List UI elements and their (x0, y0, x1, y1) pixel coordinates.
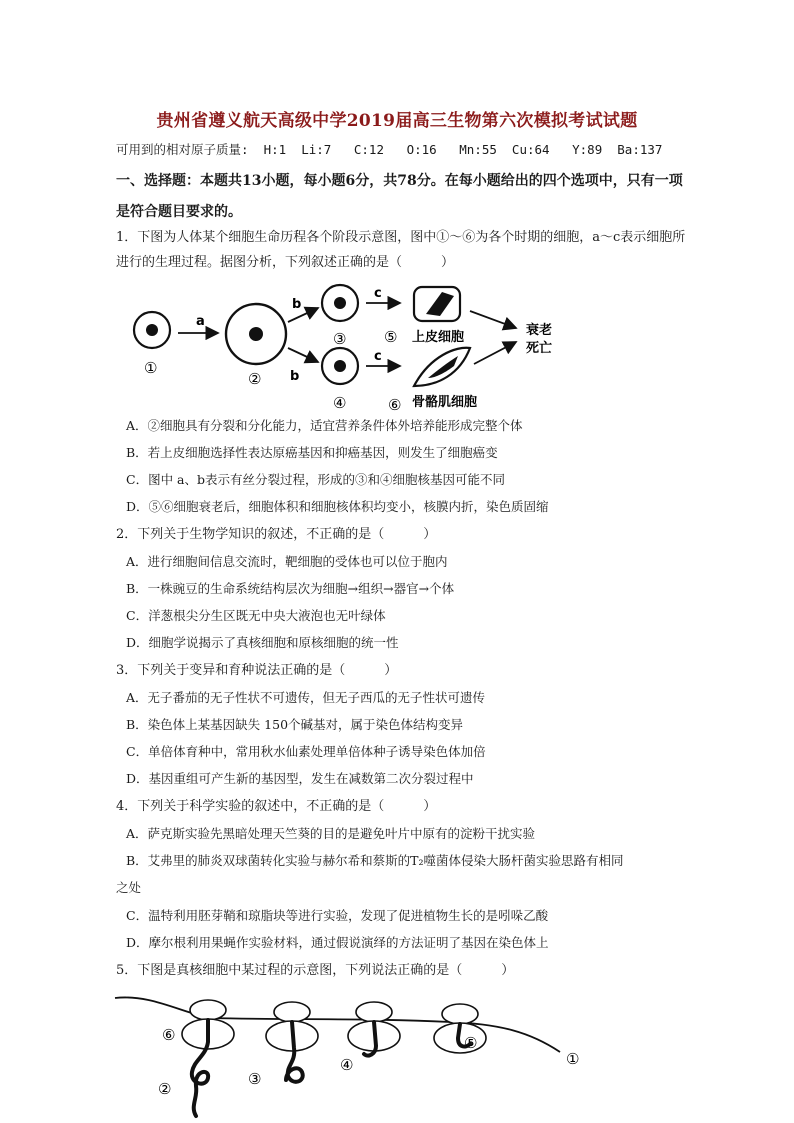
label-5: ⑤ (464, 1034, 478, 1052)
q3-option-d: D．基因重组可产生新的基因型，发生在减数第二次分裂过程中 (126, 771, 474, 786)
label-cell-5: ⑤ (384, 328, 398, 346)
arrow-c-upper-label: c (374, 286, 382, 301)
skeletal-cell-label: 骨骼肌细胞 (412, 395, 478, 410)
q1-option-d: D．⑤⑥细胞衰老后，细胞体积和细胞核体积均变小，核膜内折，染色质固缩 (126, 499, 549, 514)
label-1: ① (566, 1050, 580, 1068)
q4-option-d: D．摩尔根利用果蝇作实验材料，通过假说演绎的方法证明了基因在染色体上 (126, 935, 549, 950)
cell-4 (322, 348, 358, 384)
q3-option-b: B．染色体上某基因缺失 150个碱基对，属于染色体结构变异 (126, 717, 464, 732)
mrna-strand (115, 997, 560, 1052)
aging-label: 衰老 (526, 323, 553, 338)
arrow-aging-upper (470, 311, 516, 328)
q1-option-a: A．②细胞具有分裂和分化能力，适宜营养条件体外培养能形成完整个体 (126, 418, 523, 433)
label-cell-6: ⑥ (388, 396, 402, 413)
atomic-masses-line: 可用到的相对原子质量: H:1 Li:7 C:12 O:16 Mn:55 Cu:64 Y:89 Ba:137 (116, 142, 663, 157)
q3-option-a: A．无子番茄的无子性状不可遗传，但无子西瓜的无子性状可遗传 (126, 690, 486, 705)
q2-option-c: C．洋葱根尖分生区既无中央大液泡也无叶绿体 (126, 608, 386, 623)
cell-3 (322, 285, 358, 321)
question-2-stem: 2．下列关于生物学知识的叙述，不正确的是（ ） (116, 527, 437, 542)
arrow-a-label: a (196, 314, 205, 329)
q1-option-b: B．若上皮细胞选择性表达原癌基因和抑癌基因，则发生了细胞癌变 (126, 445, 498, 460)
label-3: ③ (248, 1070, 262, 1088)
q4-option-a: A．萨克斯实验先黑暗处理天竺葵的目的是避免叶片中原有的淀粉干扰实验 (126, 826, 536, 841)
label-cell-2: ② (248, 370, 262, 388)
question-3-stem: 3．下列关于变异和育种说法正确的是（ ） (116, 663, 398, 678)
q4-option-c: C．温特利用胚芽鞘和琼脂块等进行实验，发现了促进植物生长的是吲哚乙酸 (126, 908, 549, 923)
cell-1 (134, 312, 170, 348)
q2-option-b: B．一株豌豆的生命系统结构层次为细胞→组织→器官→个体 (126, 581, 455, 596)
section-heading: 一、选择题：本题共13小题，每小题6分，共78分。在每小题给出的四个选项中，只有一项是符合题目要求的。 (116, 173, 683, 220)
arrow-b-lower (288, 348, 318, 362)
question-4-stem: 4．下列关于科学实验的叙述中，不正确的是（ ） (116, 799, 437, 814)
label-2: ② (158, 1080, 172, 1098)
arrow-c-lower-label: c (374, 349, 382, 364)
exam-title: 贵州省遵义航天高级中学2019届高三生物第六次模拟考试试题 (156, 111, 638, 131)
cell-2 (226, 304, 286, 364)
q2-option-a: A．进行细胞间信息交流时，靶细胞的受体也可以位于胞内 (126, 554, 448, 569)
label-cell-3: ③ (333, 330, 347, 348)
skeletal-muscle-cell (414, 348, 470, 386)
cell-lifecycle-figure (130, 278, 590, 413)
epithelial-cell (414, 287, 460, 321)
q1-option-c: C．图中 a、b表示有丝分裂过程，形成的③和④细胞核基因可能不同 (126, 472, 505, 487)
q3-option-c: C．单倍体育种中，常用秋水仙素处理单倍体种子诱导染色体加倍 (126, 744, 486, 759)
question-5-stem: 5．下图是真核细胞中某过程的示意图，下列说法正确的是（ ） (116, 963, 515, 978)
q2-option-d: D．细胞学说揭示了真核细胞和原核细胞的统一性 (126, 635, 399, 650)
arrow-aging-lower (474, 342, 516, 364)
question-1-stem: 1．下图为人体某个细胞生命历程各个阶段示意图，图中①～⑥为各个时期的细胞，a～c表示细胞所进行的生理过程。据图分析，下列叙述正确的是（ ） (116, 230, 686, 270)
arrow-b-lower-label: b (290, 369, 300, 384)
death-label: 死亡 (526, 341, 553, 356)
label-4: ④ (340, 1056, 354, 1074)
q4-option-b: B．艾弗里的肺炎双球菌转化实验与赫尔希和蔡斯的T₂噬菌体侵染大肠杆菌实验思路有相同 (126, 853, 624, 868)
q4-option-b-continued: 之处 (116, 880, 142, 895)
arrow-b-upper-label: b (292, 297, 302, 312)
label-cell-4: ④ (333, 394, 347, 412)
label-6: ⑥ (162, 1026, 176, 1044)
epithelial-cell-label: 上皮细胞 (412, 330, 465, 345)
translation-figure (110, 990, 600, 1120)
label-cell-1: ① (144, 359, 158, 377)
